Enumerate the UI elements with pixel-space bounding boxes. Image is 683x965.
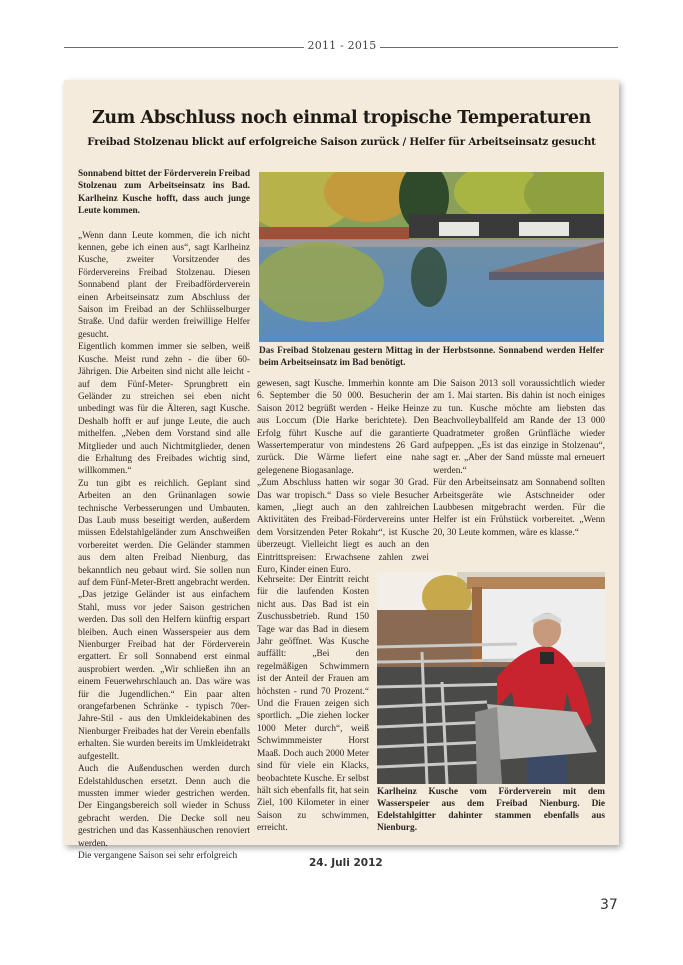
article-subheadline: Freibad Stolzenau blickt auf erfolgreiche Saison zurück / Helfer für Arbeitseinsatz gesucht <box>87 136 596 148</box>
page-number: 37 <box>600 897 618 913</box>
article-column-2-continued <box>257 574 369 835</box>
article-headline: Zum Abschluss noch einmal tropische Temperaturen <box>92 108 591 128</box>
publication-date: 24. Juli 2012 <box>309 857 383 869</box>
paragraph: Die Saison 2013 soll voraussichtlich wieder am 1. Mai starten. Bis dahin ist noch einiges zu tun. Kusche möchte am liebsten das Beachvolleyballfeld am Rande der 13 000 Quadratmeter großen Grünfläche wieder aufpeppen. „Es ist das einzige in Stolzenau“, sagt er. „Aber der Sand müsste mal erneuert werden.“ <box>433 379 605 476</box>
photo-freibad-pool <box>259 172 604 342</box>
article-lead: Sonnabend bittet der Förderverein Freibad Stolzenau zum Arbeitseinsatz ins Bad. Karlheinz Kusche hofft, dass auch junge Leute kommen. <box>78 169 250 217</box>
header-rule-right <box>380 47 618 48</box>
paragraph: „Zum Abschluss hatten wir sogar 30 Grad. Das war tropisch.“ Dass so viele Besucher kamen, „liegt auch an den zahlreichen Aktivitäten des Freibad-Fördervereins unter dem Vorsitzenden Peter Rokahr“, ist Kusche überzeugt. Vielleicht liegt es auch an den Eintrittspreisen: Erwachsene zahlen zwei Euro, Kinder einen Euro. <box>257 478 429 576</box>
paragraph: Eigentlich kommen immer sie selben, weiß Kusche. Meist rund zehn - die über 60-Jährigen. Die Arbeiten sind nicht alle leicht - auf dem Fünf-Meter- Sprungbrett ein Geländer zu streichen sei eben nicht unbedingt was für die Älteren, sagt Kusche. Deshalb hofft er auf junge Leute, die auch mithelfen. „Neben dem Vorstand sind alle Mitglieder und auch Nichtmitglieder, denen die Erhaltung des Freibades wichtig sind, willkommen.“ <box>78 342 250 477</box>
paragraph: „Das jetzige Geländer ist aus einfachem Stahl, muss vor jeder Saison gestrichen werden. Das soll den Helfern künftig erspart bleiben. Auch einen Wasserspeier aus dem Nienburger Freibad hat der Förderverein ergattert. Er soll Sonnabend erst einmal ausprobiert werden. „Wir schließen ihn an einem Feuerwehrschlauch an. Das wäre was für die Jugendlichen.“ Ein paar alten orangefarbenen Schränke - typisch 70er-Jahre-Stil - aus den Umkleidekabinen des Nienburger Freibades hat der Verein ebenfalls erhalten. Sie wurden bereits im Umkleidetrakt aufgestellt. <box>78 590 250 762</box>
header-rule-left <box>64 47 304 48</box>
paragraph: Für den Arbeitseinsatz am Sonnabend sollten Arbeitsgeräte wie Astschneider oder Laubbesen mitgebracht werden. Für die Helfer ist ein Frühstück vorbereitet. „Wenn 20, 30 Leute kommen, wäre es klasse.“ <box>433 478 605 538</box>
paragraph: „Wenn dann Leute kommen, die ich nicht kennen, gebe ich einen aus“, sagt Karlheinz Kusche, zweiter Vorsitzender des Fördervereins Freibad Stolzenau. Diesen Sonnabend plant der Freibadförderverein einen Arbeitseinsatz zum Abschluss der Saison im Freibad an der Schlüsselburger Straße. Und dafür werden freiwillige Helfer gesucht. <box>78 230 250 340</box>
paragraph: Zu tun gibt es reichlich. Geplant sind Arbeiten an den Grünanlagen sowie technische Verbesserungen und Umbauten. Das Laub muss beseitigt werden, außerdem müssen Edelstahlgeländer zum Anschweißen vorbereitet werden. Die Geländer stammen aus dem alten Freibad Nienburg, das bekanntlich neu gebaut wird. Sie sollen nun auf dem Fünf-Meter-Brett angebracht werden. <box>78 478 250 588</box>
photo-karlheinz-kusche <box>377 572 605 784</box>
paragraph: Auch die Außenduschen werden durch Edelstahlduschen ersetzt. Denn auch die mussten immer wieder gestrichen werden. Der Eingangsbereich soll wieder in Schuss gebracht werden. Die Decke soll neu gestrichen und das Kassenhäuschen renoviert werden. <box>78 764 250 849</box>
photo-caption-kusche: Karlheinz Kusche vom Förderverein mit dem Wasserspeier aus dem Freibad Nienburg. Die Edelstahlgitter dahinter stammen ebenfalls aus Nienburg. <box>377 787 605 833</box>
paragraph: Kehrseite: Der Eintritt reicht für die laufenden Kosten nicht aus. Das Bad ist ein Zuschussbetrieb. Rund 150 Tage war das Bad in diesem Jahr geöffnet. Was Kusche auffällt: „Bei den regelmäßigen Schwimmern ist der Anteil der Frauen am höchsten - rund 70 Prozent.“ Und die Frauen zeigen sich sportlich. „Die ziehen locker 1000 Meter durch“, weiß Schwimmmeister Horst Maaß. Doch auch 2000 Meter sind für viele ein Klacks, beobachtete Kusche. Er selbst hält sich ebenfalls fit, hat sein Ziel, 100 Kilometer in einer Saison zu schwimmen, erreicht. <box>257 575 369 834</box>
article-column-1 <box>78 168 250 862</box>
paragraph: gewesen, sagt Kusche. Immerhin konnte am 6. September die 50 000. Besucherin der Saison 2012 begrüßt werden - Heike Heinze aus Loccum (Die Harke berichtete). Den Erfolg führt Kusche auf die garantierte Wassertemperatur von mindestens 26 Gard zurück. Die Wärme liefert eine nahe gelegenene Biogasanlage. <box>257 379 429 476</box>
paragraph: Die vergangene Saison sei sehr erfolgreich <box>78 850 238 861</box>
photo-caption-pool: Das Freibad Stolzenau gestern Mittag in der Herbstsonne. Sonnabend werden Helfer beim Arbeitseinsatz im Bad benötigt. <box>259 346 604 368</box>
newspaper-clipping <box>64 80 619 861</box>
header-years: 2011 - 2015 <box>307 39 377 52</box>
article-column-3 <box>433 378 605 539</box>
article-column-2 <box>257 378 429 577</box>
